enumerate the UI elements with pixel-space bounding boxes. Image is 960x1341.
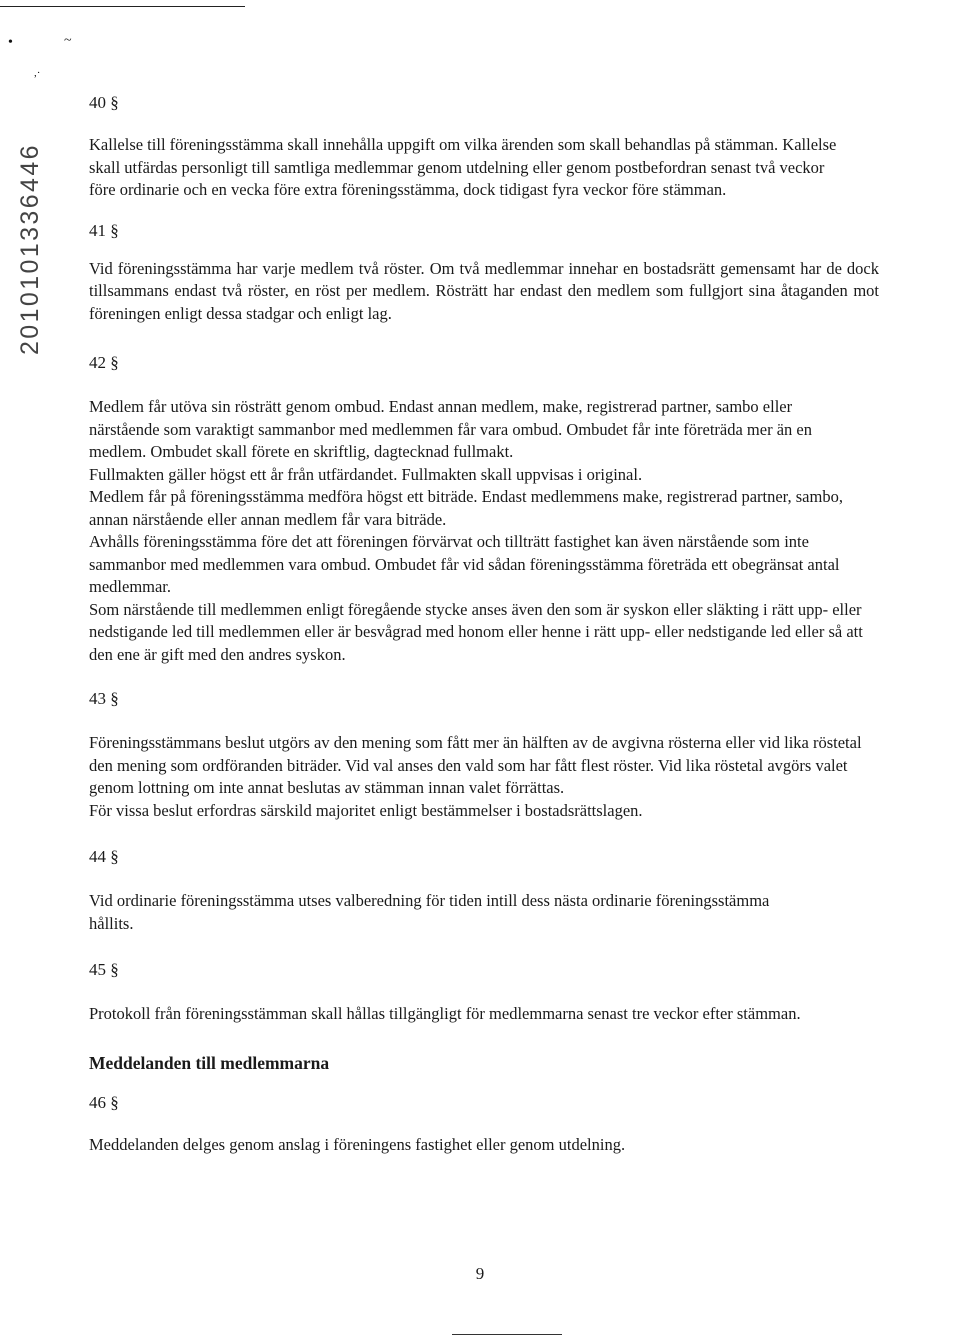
scan-mark: ,· <box>34 67 41 79</box>
section-45 <box>89 959 889 1026</box>
section-heading: 41 § <box>89 220 119 240</box>
scan-edge-line <box>452 1334 562 1335</box>
section-paragraph: Meddelanden delges genom anslag i föreningens fastighet eller genom utdelning. <box>89 1134 626 1154</box>
section-heading: 43 § <box>89 689 119 708</box>
section-heading: 45 § <box>89 960 119 979</box>
section-40 <box>89 92 889 202</box>
section-paragraph: Vid föreningsstämma har varje medlem två röster. Om två medlemmar innehar en bostadsrätt gemensamt har de dock tillsammans endast två röster, en röst per medlem. Rösträtt har endast den medlem som fullgjort sina åtaganden mot föreningen enligt dessa stadgar och enligt lag. <box>89 258 879 323</box>
side-reference-number: 2010101336446 <box>16 143 44 355</box>
document-body <box>89 92 889 1156</box>
page-number: 9 <box>475 1264 485 1283</box>
section-paragraph: Medlem får på föreningsstämma medföra högst ett biträde. Endast medlemmens make, registrerad partner, sambo, annan närstående eller annan medlem får vara biträde. <box>89 487 843 529</box>
section-paragraph: Vid ordinarie föreningsstämma utses valberedning för tiden intill dess nästa ordinarie föreningsstämma hållits. <box>89 891 770 933</box>
section-paragraph: Protokoll från föreningsstämman skall hållas tillgängligt för medlemmarna senast tre veckor efter stämman. <box>89 1004 801 1023</box>
section-43 <box>89 688 889 822</box>
scan-mark: • <box>8 35 13 50</box>
section-paragraph: För vissa beslut erfordras särskild majoritet enligt bestämmelser i bostadsrättslagen. <box>89 800 643 820</box>
section-heading: 46 § <box>89 1092 119 1112</box>
section-heading: 40 § <box>89 93 119 112</box>
section-paragraph: Föreningsstämmans beslut utgörs av den mening som fått mer än hälften av de avgivna rösterna eller vid lika röstetal den mening som ordföranden biträder. Vid val anses den vald som har fått flest röster. Vid lika röstetal avgörs valet genom lottning om inte annat beslutas av stämman innan valet förrättas. <box>89 733 862 797</box>
section-heading: 42 § <box>89 353 119 372</box>
section-heading: 44 § <box>89 847 119 866</box>
section-44 <box>89 846 889 935</box>
section-42 <box>89 352 889 666</box>
scan-mark: ~ <box>64 33 72 48</box>
section-paragraph: Fullmakten gäller högst ett år från utfärdandet. Fullmakten skall uppvisas i original. <box>89 464 643 484</box>
section-paragraph: Kallelse till föreningsstämma skall innehålla uppgift om vilka ärenden som skall behandlas på stämman. Kallelse skall utfärdas personligt till samtliga medlemmar genom utdelning eller genom postbefordran senast två veckor före ordinarie och en vecka före extra föreningsstämma, dock tidigast fyra veckor före stämman. <box>89 135 837 199</box>
section-paragraph: Som närstående till medlemmen enligt föregående stycke anses även den som är syskon eller släkting i rätt upp- eller nedstigande led till medlemmen eller är besvågrad med honom eller henne i rätt upp- eller nedstigande led eller så att den ene är gift med den andres syskon. <box>89 599 863 664</box>
section-paragraph: Avhålls föreningsstämma före det att föreningen förvärvat och tillträtt fastighet kan även närstående som inte sammanbor med medlemmen vara ombud. Ombudet får vid sådan föreningsstämma företräda ett obegränsat antal medlemmar. <box>89 532 840 596</box>
scan-edge-line <box>0 6 245 7</box>
chapter-heading: Meddelanden till medlemmarna <box>89 1052 330 1073</box>
section-46 <box>89 1092 889 1157</box>
section-41 <box>89 220 889 326</box>
section-paragraph: Medlem får utöva sin rösträtt genom ombud. Endast annan medlem, make, registrerad partner, sambo eller närstående som varaktigt sammanbor med medlemmen får vara ombud. Ombudet får inte företräda mer än en medlem. Ombudet skall förete en skriftlig, dagtecknad fullmakt. <box>89 397 812 461</box>
